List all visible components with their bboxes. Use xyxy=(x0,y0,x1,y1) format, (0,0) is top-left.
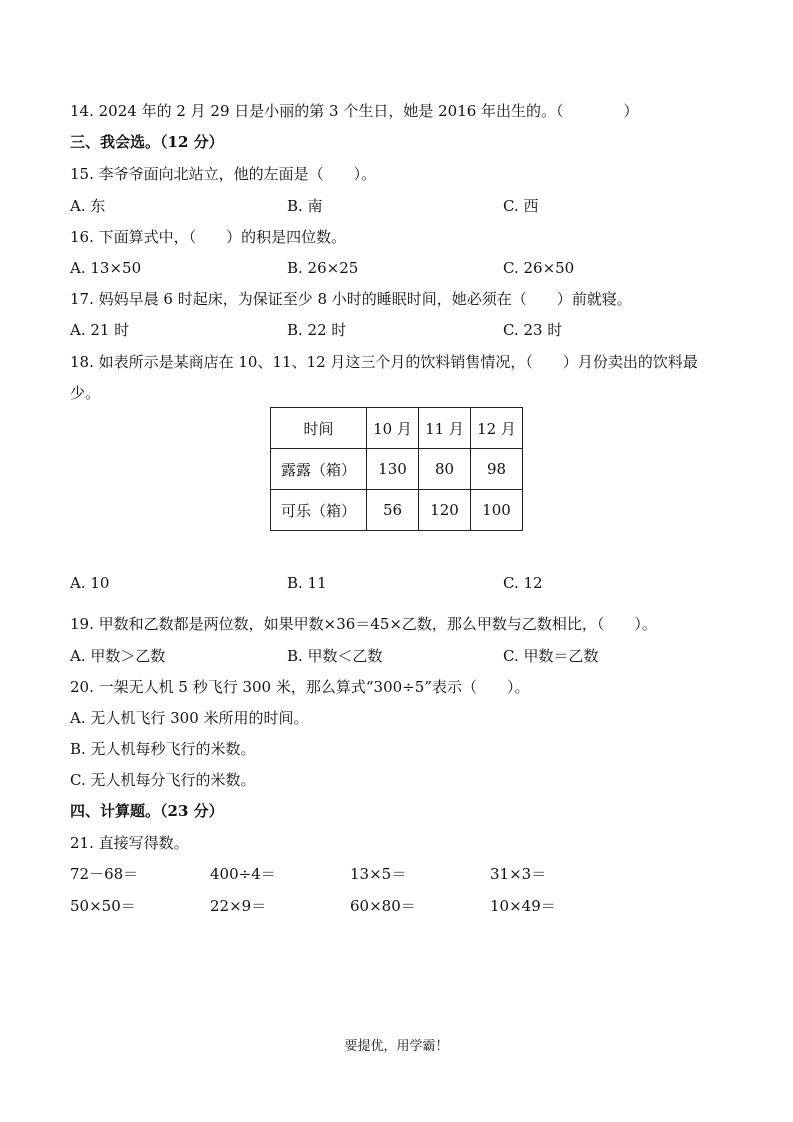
question-19-option-b: B. 甲数＜乙数 xyxy=(287,647,383,665)
table-cell: 露露（箱） xyxy=(271,449,367,490)
question-20-option-a: A. 无人机飞行 300 米所用的时间。 xyxy=(70,709,309,727)
question-17-option-c: C. 23 时 xyxy=(503,321,563,339)
calc-item: 22×9＝ xyxy=(210,897,267,915)
calc-item: 400÷4＝ xyxy=(210,865,276,883)
question-21-stem: 21. 直接写得数。 xyxy=(70,834,189,852)
question-16-option-a: A. 13×50 xyxy=(70,259,142,277)
question-17-stem: 17. 妈妈早晨 6 时起床，为保证至少 8 小时的睡眠时间，她必须在（ ）前就寝。 xyxy=(70,290,632,308)
table-header-row xyxy=(271,408,523,449)
calc-item: 13×5＝ xyxy=(350,865,407,883)
table-header-cell: 时间 xyxy=(271,408,367,449)
question-15-option-c: C. 西 xyxy=(503,197,539,215)
question-16-option-b: B. 26×25 xyxy=(287,259,359,277)
question-17-option-b: B. 22 时 xyxy=(287,321,347,339)
calc-item: 10×49＝ xyxy=(490,897,556,915)
table-row xyxy=(271,490,523,531)
table-row xyxy=(271,449,523,490)
question-18-option-a: A. 10 xyxy=(70,574,110,592)
sales-table xyxy=(270,407,523,531)
question-15-stem: 15. 李爷爷面向北站立，他的左面是（ ）。 xyxy=(70,165,377,183)
section-4-title: 四、计算题。（23 分） xyxy=(70,802,224,820)
table-cell: 56 xyxy=(367,490,419,531)
question-16-stem: 16. 下面算式中，（ ）的积是四位数。 xyxy=(70,228,347,246)
question-18-stem-line-1: 18. 如表所示是某商店在 10、11、12 月这三个月的饮料销售情况，（ ）月份卖出的饮料最 xyxy=(70,353,698,371)
table-header-cell: 10 月 xyxy=(367,408,419,449)
section-3-title: 三、我会选。（12 分） xyxy=(70,133,224,151)
question-14: 14. 2024 年的 2 月 29 日是小丽的第 3 个生日，她是 2016 年出生的。（ ） xyxy=(70,102,639,120)
calc-item: 60×80＝ xyxy=(350,897,416,915)
question-19-option-a: A. 甲数＞乙数 xyxy=(70,647,166,665)
table-cell: 100 xyxy=(471,490,523,531)
question-15-option-b: B. 南 xyxy=(287,197,323,215)
page-footer: 要提优，用学霸！ xyxy=(344,1039,449,1054)
calc-item: 72－68＝ xyxy=(70,865,139,883)
calc-item: 31×3＝ xyxy=(490,865,547,883)
table-cell: 80 xyxy=(419,449,471,490)
table-cell: 可乐（箱） xyxy=(271,490,367,531)
table-header-cell: 12 月 xyxy=(471,408,523,449)
question-16-option-c: C. 26×50 xyxy=(503,259,575,277)
question-17-option-a: A. 21 时 xyxy=(70,321,130,339)
question-18-option-c: C. 12 xyxy=(503,574,543,592)
question-15-option-a: A. 东 xyxy=(70,197,106,215)
question-19-option-c: C. 甲数＝乙数 xyxy=(503,647,599,665)
question-18-option-b: B. 11 xyxy=(287,574,327,592)
question-18-stem-line-2: 少。 xyxy=(70,384,101,402)
question-19-stem: 19. 甲数和乙数都是两位数，如果甲数×36＝45×乙数，那么甲数与乙数相比，（ ）。 xyxy=(70,615,657,633)
question-20-stem: 20. 一架无人机 5 秒飞行 300 米，那么算式“300÷5”表示（ ）。 xyxy=(70,678,530,696)
calc-item: 50×50＝ xyxy=(70,897,136,915)
table-header-cell: 11 月 xyxy=(419,408,471,449)
table-cell: 98 xyxy=(471,449,523,490)
table-cell: 120 xyxy=(419,490,471,531)
table-cell: 130 xyxy=(367,449,419,490)
question-20-option-b: B. 无人机每秒飞行的米数。 xyxy=(70,740,256,758)
question-20-option-c: C. 无人机每分飞行的米数。 xyxy=(70,771,256,789)
